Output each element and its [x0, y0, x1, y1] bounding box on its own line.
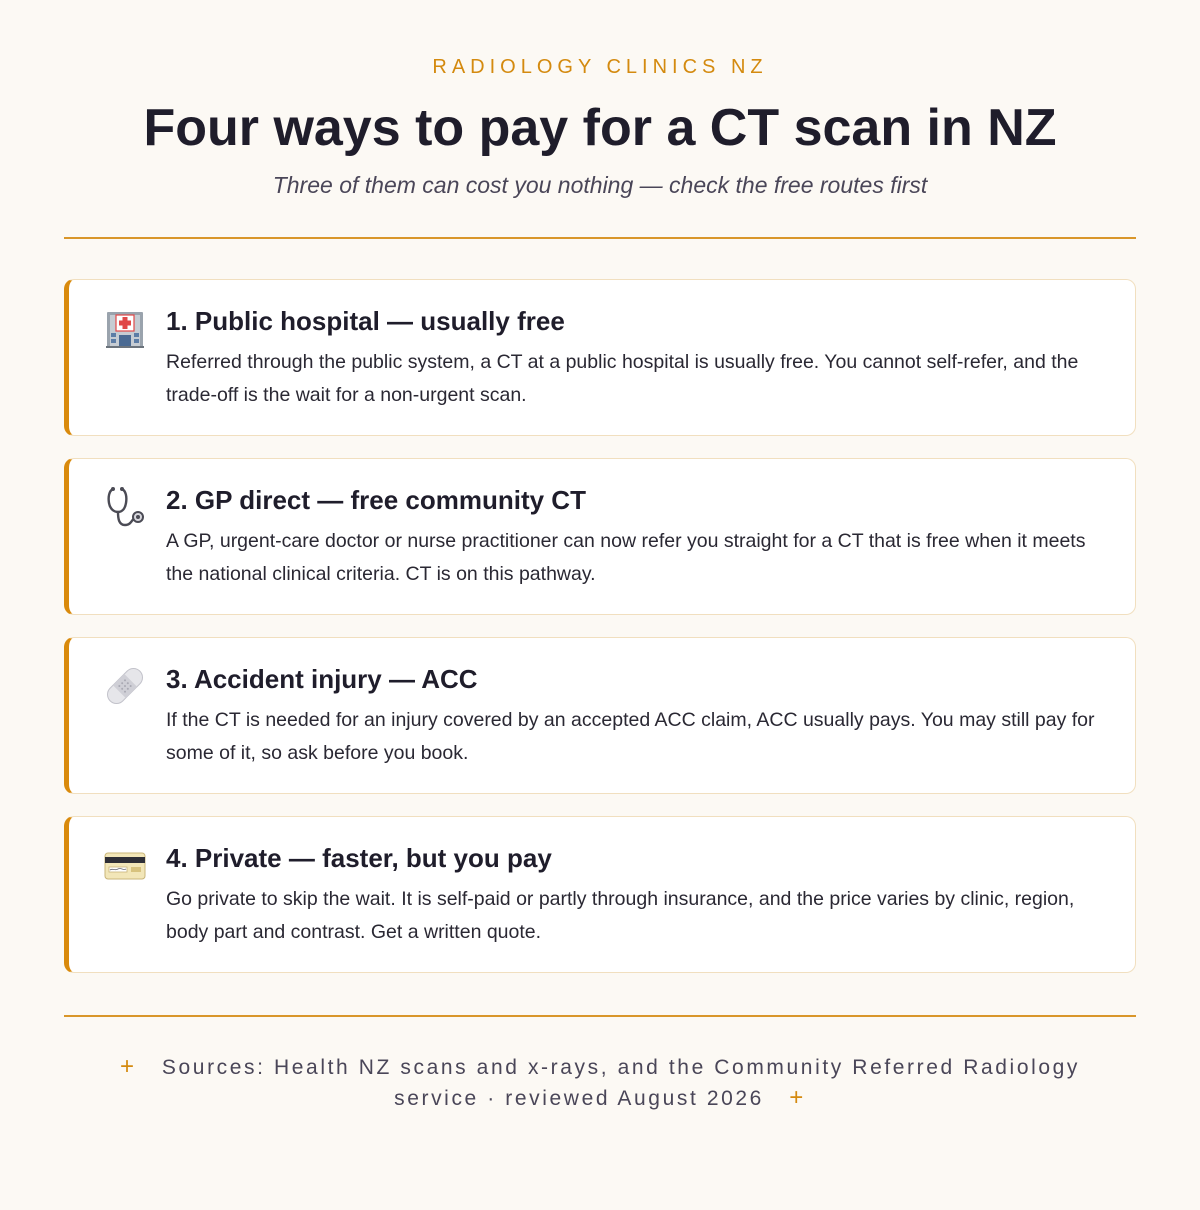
credit-card-icon: [103, 843, 147, 887]
stethoscope-icon: [103, 485, 147, 529]
sources-text: Sources: Health NZ scans and x-rays, and the Community Referred Radiology service · reviewed August 2026: [161, 1056, 1081, 1110]
page-subtitle: Three of them can cost you nothing — check the free routes first: [272, 172, 928, 198]
bottom-divider: [64, 1015, 1136, 1017]
plus-icon: +: [789, 1084, 806, 1111]
sources-footer: [80, 1052, 1120, 1114]
hospital-icon: [103, 306, 147, 350]
card-heading: 1. Public hospital — usually free: [166, 306, 565, 336]
card-body: Go private to skip the wait. It is self-paid or partly through insurance, and the price varies by clinic, region, body part and contrast. Get a written quote.: [166, 888, 1075, 943]
top-divider: [64, 237, 1136, 239]
card-body: If the CT is needed for an injury covered by an accepted ACC claim, ACC usually pays. You may still pay for some of it, so ask before you book.: [166, 709, 1095, 764]
plus-icon: +: [119, 1053, 137, 1080]
card-heading: 3. Accident injury — ACC: [166, 664, 478, 694]
card-private: [64, 816, 1136, 973]
page-title: Four ways to pay for a CT scan in NZ: [143, 99, 1057, 157]
card-accident-acc: [64, 637, 1136, 794]
card-heading: 2. GP direct — free community CT: [166, 485, 586, 515]
brand-eyebrow: RADIOLOGY CLINICS NZ: [432, 56, 768, 78]
bandage-icon: [103, 664, 147, 708]
card-body: A GP, urgent-care doctor or nurse practitioner can now refer you straight for a CT that is free when it meets the national clinical criteria. CT is on this pathway.: [166, 530, 1086, 585]
card-heading: 4. Private — faster, but you pay: [166, 843, 552, 873]
card-body: Referred through the public system, a CT at a public hospital is usually free. You cannot self-refer, and the trade-off is the wait for a non-urgent scan.: [166, 351, 1079, 406]
card-public-hospital: [64, 279, 1136, 436]
card-gp-direct: [64, 458, 1136, 615]
